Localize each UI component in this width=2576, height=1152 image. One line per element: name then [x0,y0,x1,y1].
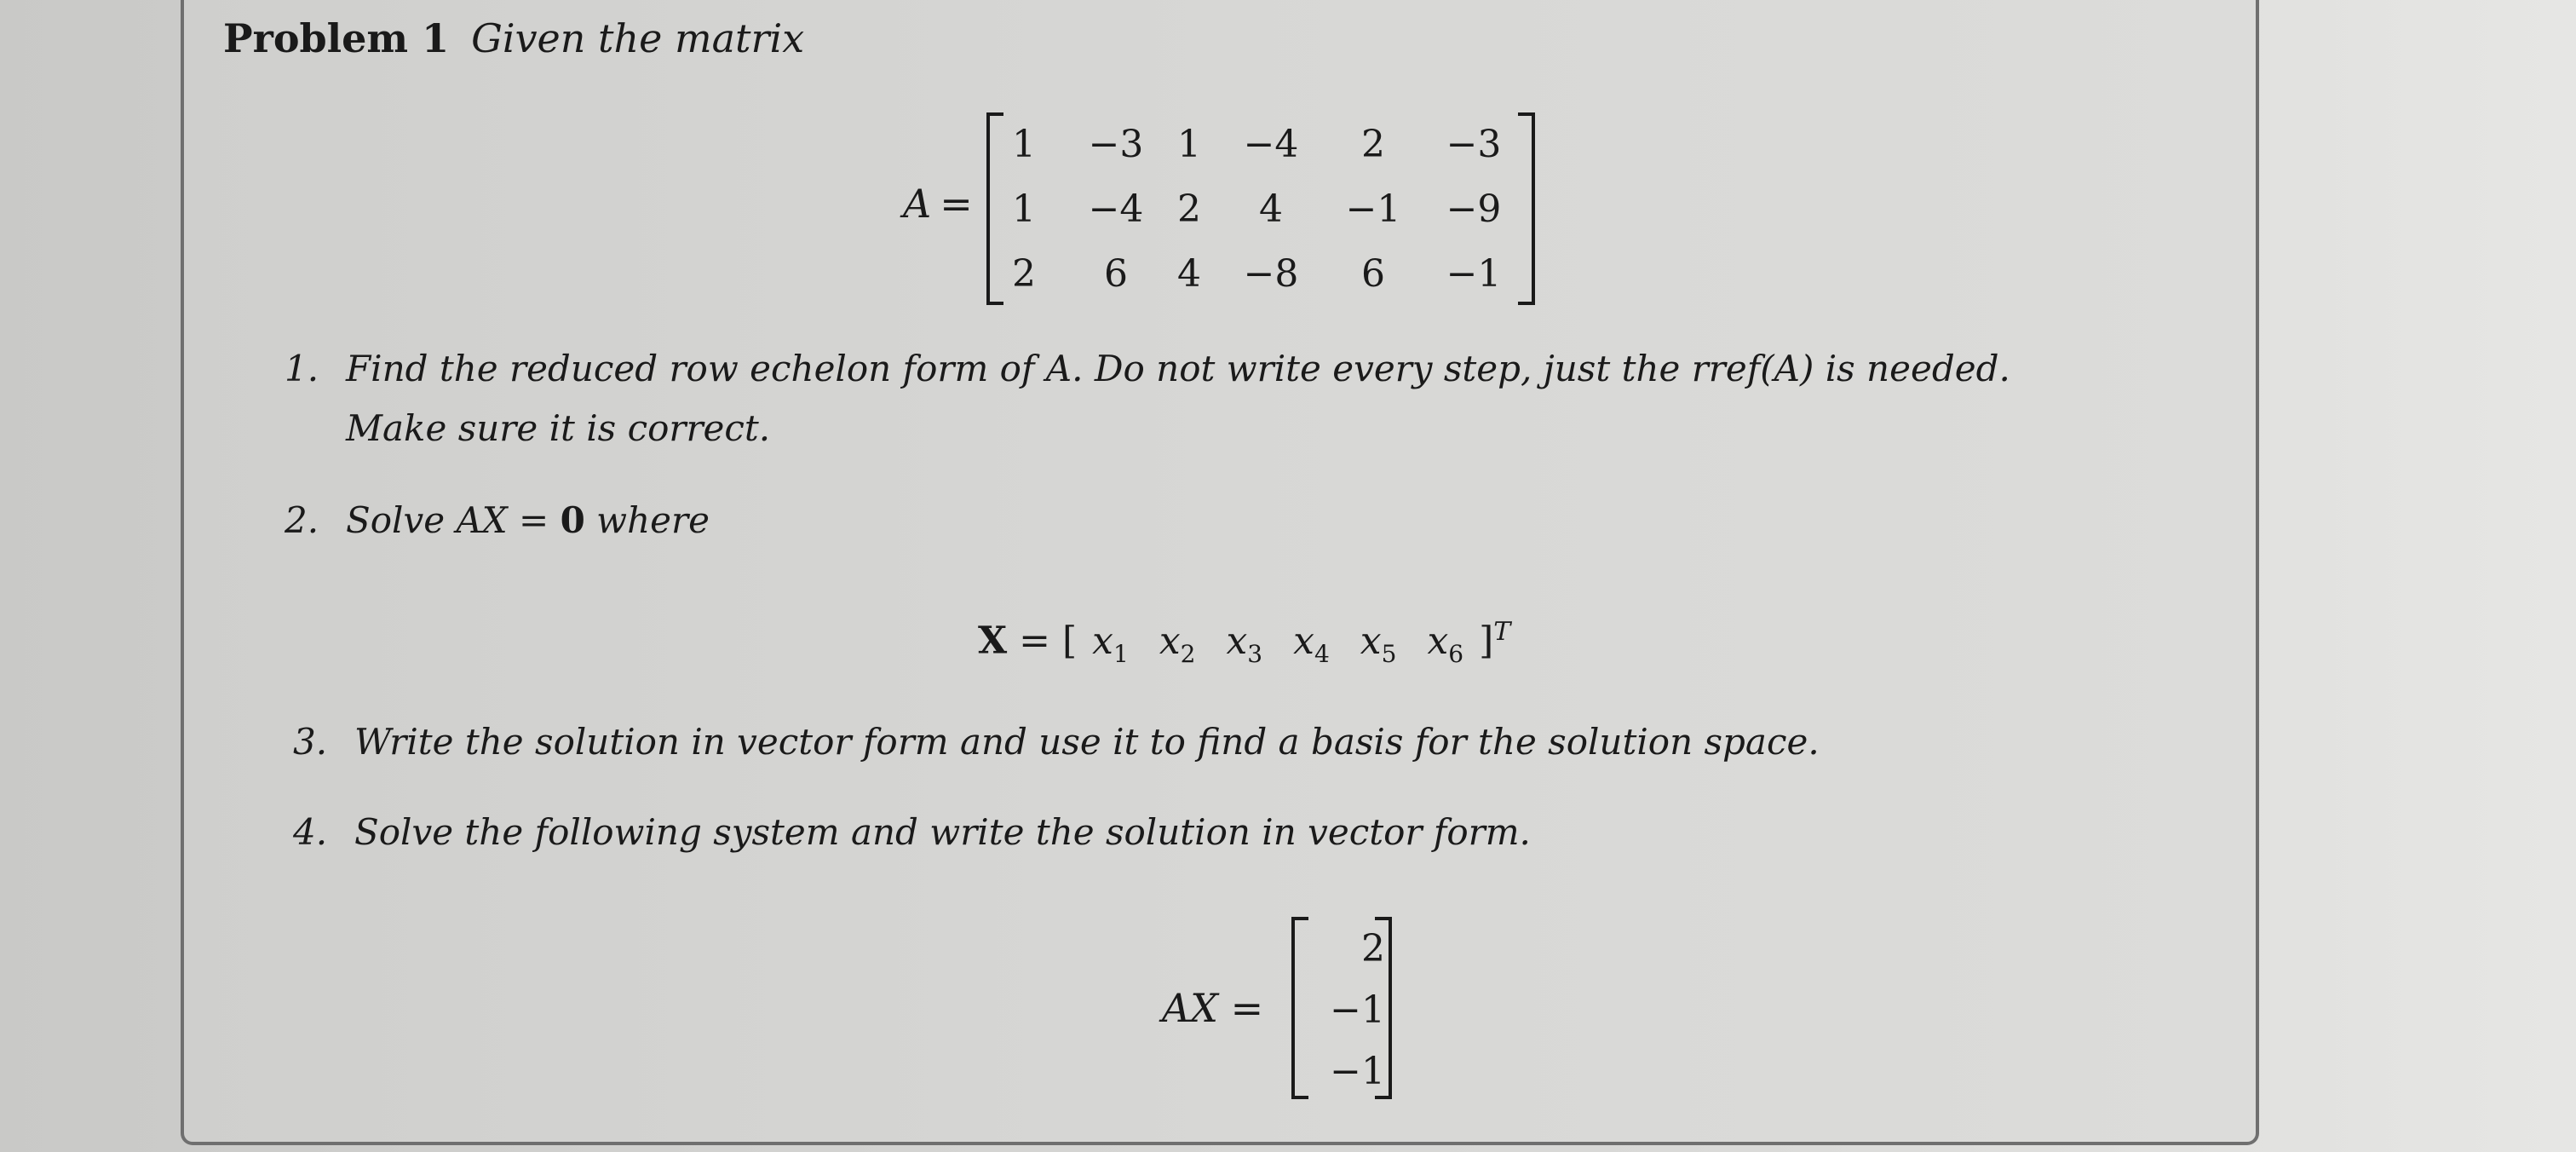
matrix-a-cell: 6 [1361,252,1385,296]
matrix-a-name: A [903,181,932,227]
rhs-equals: = [1217,985,1264,1031]
x-vector-entry: $x_6$ [1427,619,1464,668]
matrix-a-cell: 1 [1012,123,1036,166]
matrix-a-label [903,181,973,227]
item-2-expr: AX [456,499,508,541]
matrix-a-cell: 2 [1361,123,1385,166]
item-3 [293,721,1820,763]
item-2 [285,499,710,541]
item-1-continuation: Make sure it is correct. [346,407,771,449]
matrix-a-cell: −4 [1243,123,1299,166]
problem-label: Problem 1 [223,15,450,61]
matrix-a-cell: −3 [1446,123,1502,166]
matrix-a-cell: −1 [1345,187,1401,231]
x-vector-close: ] [1479,619,1494,663]
item-3-number: 3. [293,721,328,763]
x-vector-entry: $x_2$ [1159,619,1196,668]
matrix-a-cell: 1 [1012,187,1036,231]
item-2-post: where [584,499,710,541]
matrix-a-cell: −3 [1088,123,1144,166]
matrix-a-cell: 6 [1104,252,1128,296]
rhs-cell: −1 [1330,1050,1385,1093]
problem-sheet [181,0,2259,1145]
item-2-eq: = [507,499,561,541]
x-vector-eq: = [ [1007,619,1078,663]
matrix-a-cell: 2 [1177,187,1201,231]
matrix-a-cell: 4 [1177,252,1201,296]
matrix-a-cell: −4 [1088,187,1144,231]
matrix-a-right-bracket [1518,112,1535,305]
matrix-a-cell: 2 [1012,252,1036,296]
matrix-a-cell: −9 [1446,187,1502,231]
item-3-text: Write the solution in vector form and use it to find a basis for the solution space. [354,721,1820,763]
matrix-a-cell: −1 [1446,252,1502,296]
item-4-text: Solve the following system and write the solution in vector form. [354,811,1531,853]
rhs-label [1162,985,1263,1031]
item-1-text: Find the reduced row echelon form of A. Do not write every step, just the rref(A) is needed. [346,348,2010,389]
item-4-number: 4. [293,811,328,853]
problem-heading [223,15,804,61]
item-1 [285,348,2010,389]
problem-lead: Given the matrix [471,15,805,61]
item-2-zero-vector: 0 [560,499,585,541]
x-vector-entry: $x_5$ [1360,619,1397,668]
rhs-cell: −1 [1330,988,1385,1032]
matrix-a-equals: = [940,181,973,227]
matrix-a-cell: −8 [1243,252,1299,296]
transpose-mark: T [1493,617,1511,647]
x-vector-entry: $x_1$ [1092,619,1129,668]
item-2-pre: Solve [346,499,457,541]
item-2-number: 2. [285,499,319,541]
x-vector-name: X [978,619,1008,663]
matrix-a-cell: 1 [1177,123,1201,166]
x-vector-entry: $x_3$ [1226,619,1263,668]
item-4 [293,811,1531,853]
rhs-cell: 2 [1361,927,1385,971]
x-vector-definition [978,617,1510,667]
x-vector-entry: $x_4$ [1293,619,1330,668]
rhs-lhs: AX [1162,985,1218,1031]
item-1-number: 1. [285,348,319,389]
matrix-a-cell: 4 [1259,187,1283,231]
